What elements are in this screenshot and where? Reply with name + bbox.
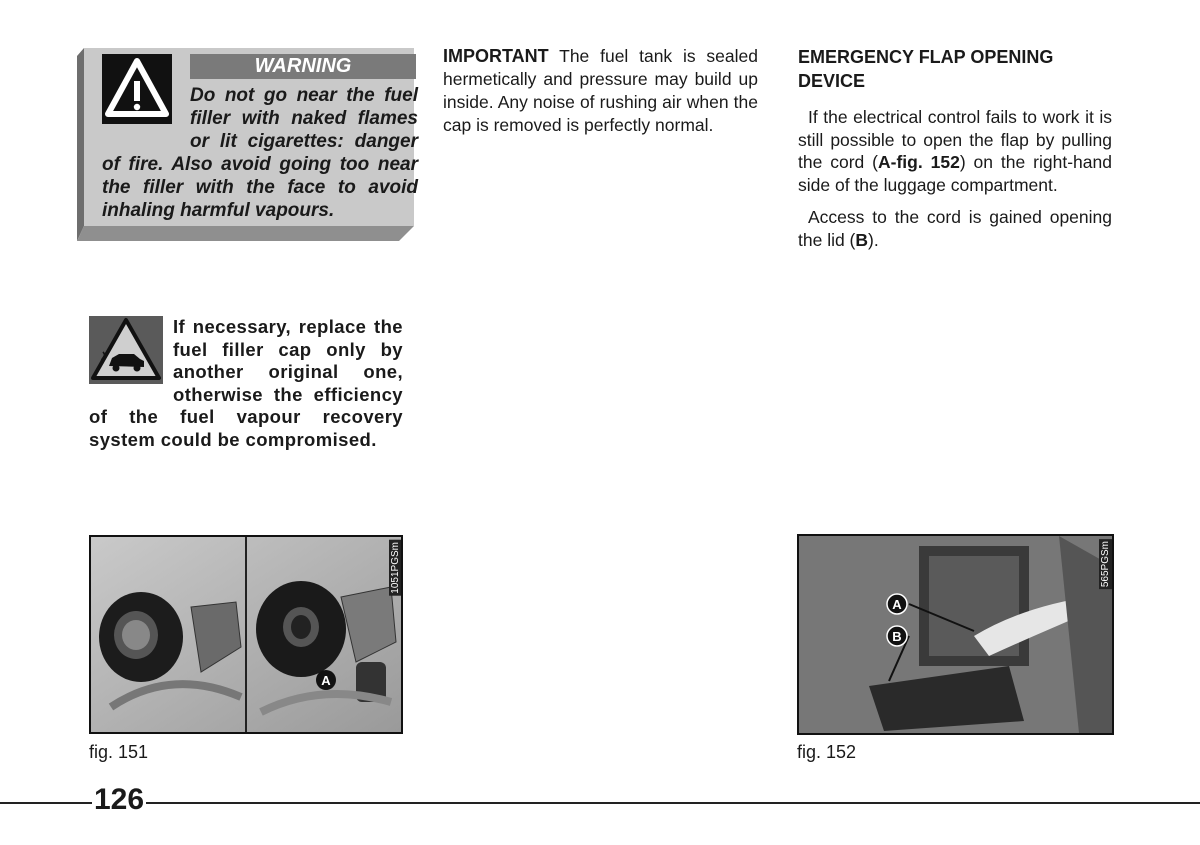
emergency-heading: EMERGENCY FLAP OPENING DEVICE: [798, 47, 1054, 91]
vapour-notice: [89, 316, 403, 451]
car-exhaust-warning-icon: [89, 316, 163, 384]
warning-box: [77, 48, 418, 241]
figure-152-caption: fig. 152: [797, 742, 857, 762]
lid-reference: B: [855, 229, 869, 250]
footer-rule: [0, 802, 1200, 804]
figure-code: 1051PGSm: [390, 542, 401, 594]
important-text: The fuel tank is sealed hermetically and pressure may build up inside. Any noise of rushing air when the cap is removed is perfectly normal.: [443, 46, 758, 135]
figure-code: 565PGSm: [1100, 541, 1111, 588]
vapour-notice-text: If necessary, replace the fuel filler cap only by another original one, otherwise the efficiency of the fuel vapour recovery system could be compromised.: [89, 316, 403, 450]
figure-152-image: [797, 534, 1114, 735]
fuel-filler-photo: [91, 537, 401, 732]
marker-b: B: [892, 629, 902, 644]
marker-a: A: [321, 673, 331, 688]
important-label: IMPORTANT: [443, 46, 549, 66]
warning-text: Do not go near the fuel filler with naked flames or lit cigarettes: danger of fire. Also avoid going too near the filler with the face to avoid inhaling harmful vapours.: [102, 85, 418, 221]
figure-reference: A-fig. 152: [878, 152, 960, 172]
important-paragraph: [443, 45, 758, 137]
figure-151-caption: fig. 151: [89, 742, 149, 762]
figure-151-image: [89, 535, 403, 734]
page-number: 126: [94, 783, 145, 816]
marker-a: A: [892, 597, 902, 612]
emergency-paragraph-1: If the electrical control fails to work it is still possible to open the flap by pulling the cord (A-fig. 152) on the right-hand side of the luggage compartment.: [798, 107, 1112, 195]
warning-title: WARNING: [190, 54, 416, 79]
luggage-compartment-photo: [799, 536, 1112, 733]
emergency-paragraph-2: Access to the cord is gained opening the lid (B).: [798, 207, 1112, 250]
